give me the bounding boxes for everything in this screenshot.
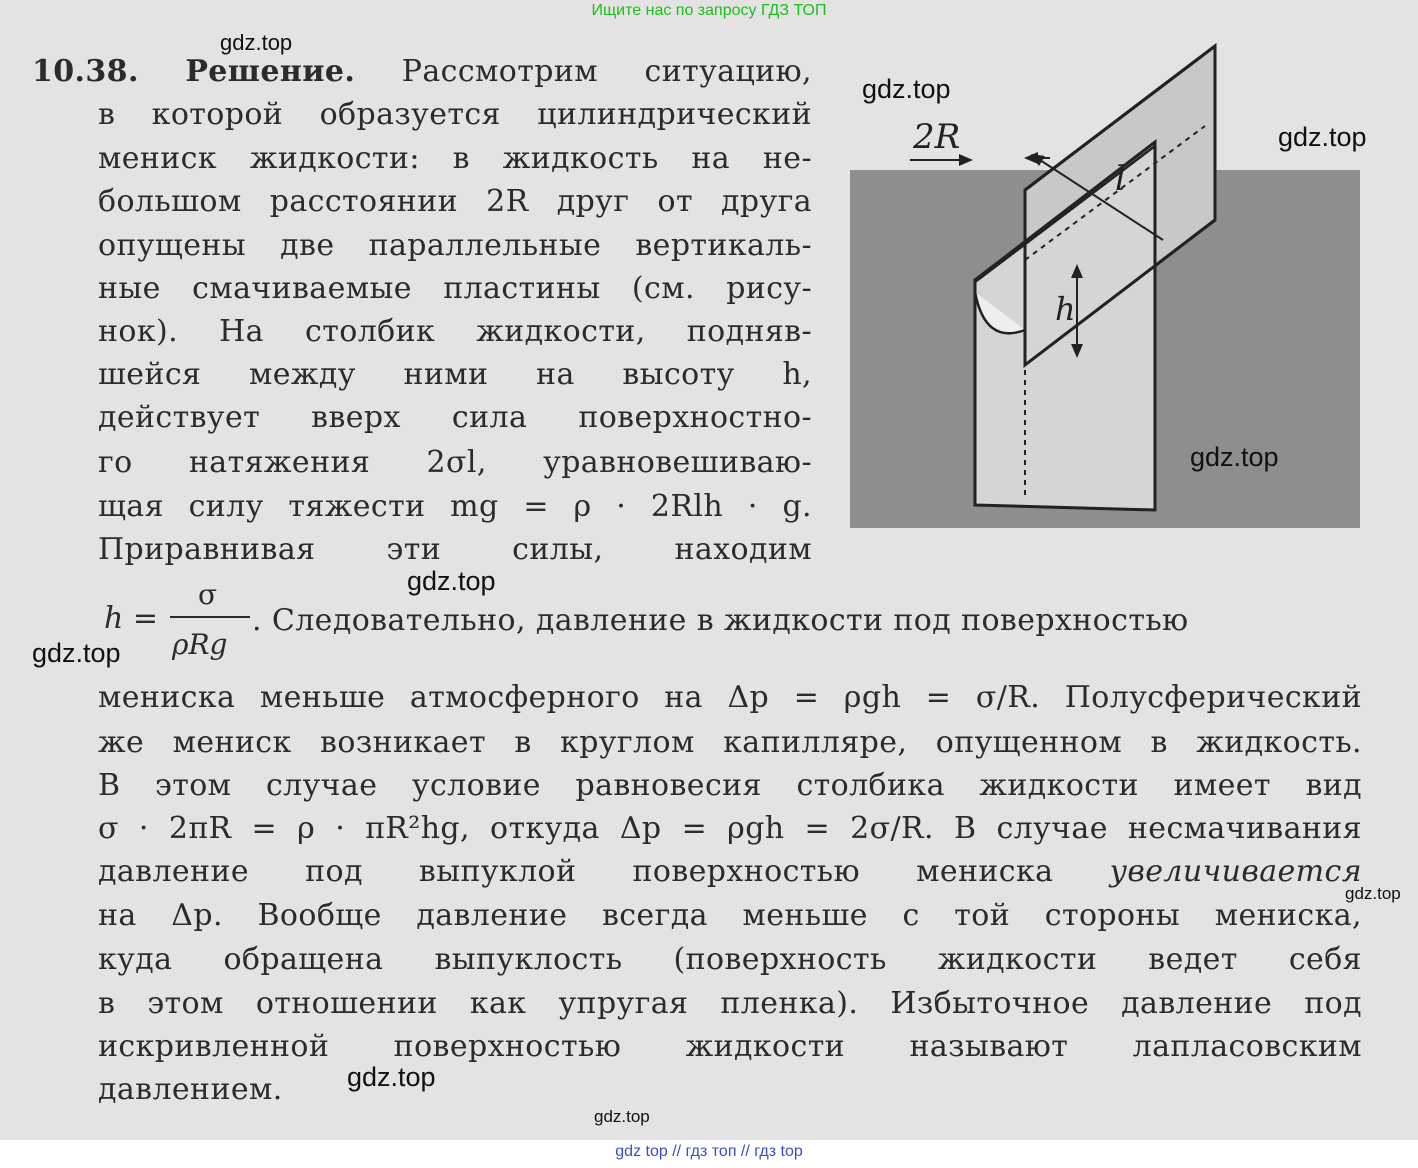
watermark: gdz.top xyxy=(32,638,121,668)
header-banner: Ищите нас по запросу ГДЗ ТОП xyxy=(591,2,827,19)
solution-line: в которой образуется цилиндрический xyxy=(98,97,812,132)
solution-line: нок). На столбик жидкости, подняв- xyxy=(98,314,812,349)
watermark: gdz.top xyxy=(1345,884,1401,903)
watermark: gdz.top xyxy=(862,74,951,104)
label-h: h xyxy=(1055,290,1076,328)
problem-number: 10.38. xyxy=(32,54,139,89)
emphasized-word: увеличивается xyxy=(1109,854,1362,889)
solution-line: куда обращена выпуклость (поверхность жидкости ведет себя xyxy=(98,942,1362,977)
solution-line: опущены две параллельные вертикаль- xyxy=(98,228,812,263)
solution-line: на Δp. Вообще давление всегда меньше с той стороны мениска, xyxy=(98,898,1362,933)
watermark: gdz.top xyxy=(220,30,293,55)
solution-heading: Решение. xyxy=(185,54,356,89)
solution-line: же мениск возникает в круглом капилляре, опущенном в жидкость. xyxy=(98,725,1362,760)
solution-line: ные смачиваемые пластины (см. рису- xyxy=(98,271,812,306)
fraction-bar xyxy=(170,616,250,618)
watermark: gdz.top xyxy=(1278,122,1367,152)
solution-line: искривленной поверхностью жидкости называют лапласовским xyxy=(98,1029,1362,1064)
watermark: gdz.top xyxy=(407,566,496,596)
solution-line: го натяжения 2σl, уравновешиваю- xyxy=(98,445,812,480)
solution-line: σ · 2πR = ρ · πR²hg, откуда Δp = ρgh = 2σ/R. В случае несмачивания xyxy=(98,811,1362,846)
solution-line: действует вверх сила поверхностно- xyxy=(98,400,812,435)
label-2R: 2R xyxy=(913,117,961,157)
solution-line-1 xyxy=(32,54,812,90)
solution-line: мениск жидкости: в жидкость на не- xyxy=(98,141,812,176)
solution-line: . Следовательно, давление в жидкости под поверхностью xyxy=(252,603,1189,638)
meniscus-figure xyxy=(845,30,1365,540)
watermark: gdz.top xyxy=(347,1062,436,1092)
solution-line: большом расстоянии 2R друг от друга xyxy=(98,184,812,219)
watermark: gdz.top xyxy=(594,1107,650,1126)
solution-line: В этом случае условие равновесия столбика жидкости имеет вид xyxy=(98,768,1362,803)
solution-line: Приравнивая эти силы, находим xyxy=(98,532,812,567)
solution-line xyxy=(98,854,1362,890)
solution-line: щая силу тяжести mg = ρ · 2Rlh · g. xyxy=(98,489,812,524)
watermark: gdz.top xyxy=(1190,442,1279,472)
solution-line-text: Рассмотрим ситуацию, xyxy=(401,54,812,89)
label-l: l xyxy=(1115,159,1126,199)
footer-banner[interactable]: gdz top // гдз топ // гдз top xyxy=(615,1143,803,1160)
solution-line: мениска меньше атмосферного на Δp = ρgh = σ/R. Полусферический xyxy=(98,680,1362,715)
solution-line: шейся между ними на высоту h, xyxy=(98,357,812,392)
solution-line: в этом отношении как упругая пленка). Избыточное давление под xyxy=(98,986,1362,1021)
formula-denominator: ρRg xyxy=(172,628,228,661)
formula-lhs: h = xyxy=(104,601,158,636)
formula-numerator: σ xyxy=(198,578,218,611)
solution-line: давлением. xyxy=(98,1072,283,1107)
solution-line-text: давление под выпуклой поверхностью мениска xyxy=(98,854,1054,889)
